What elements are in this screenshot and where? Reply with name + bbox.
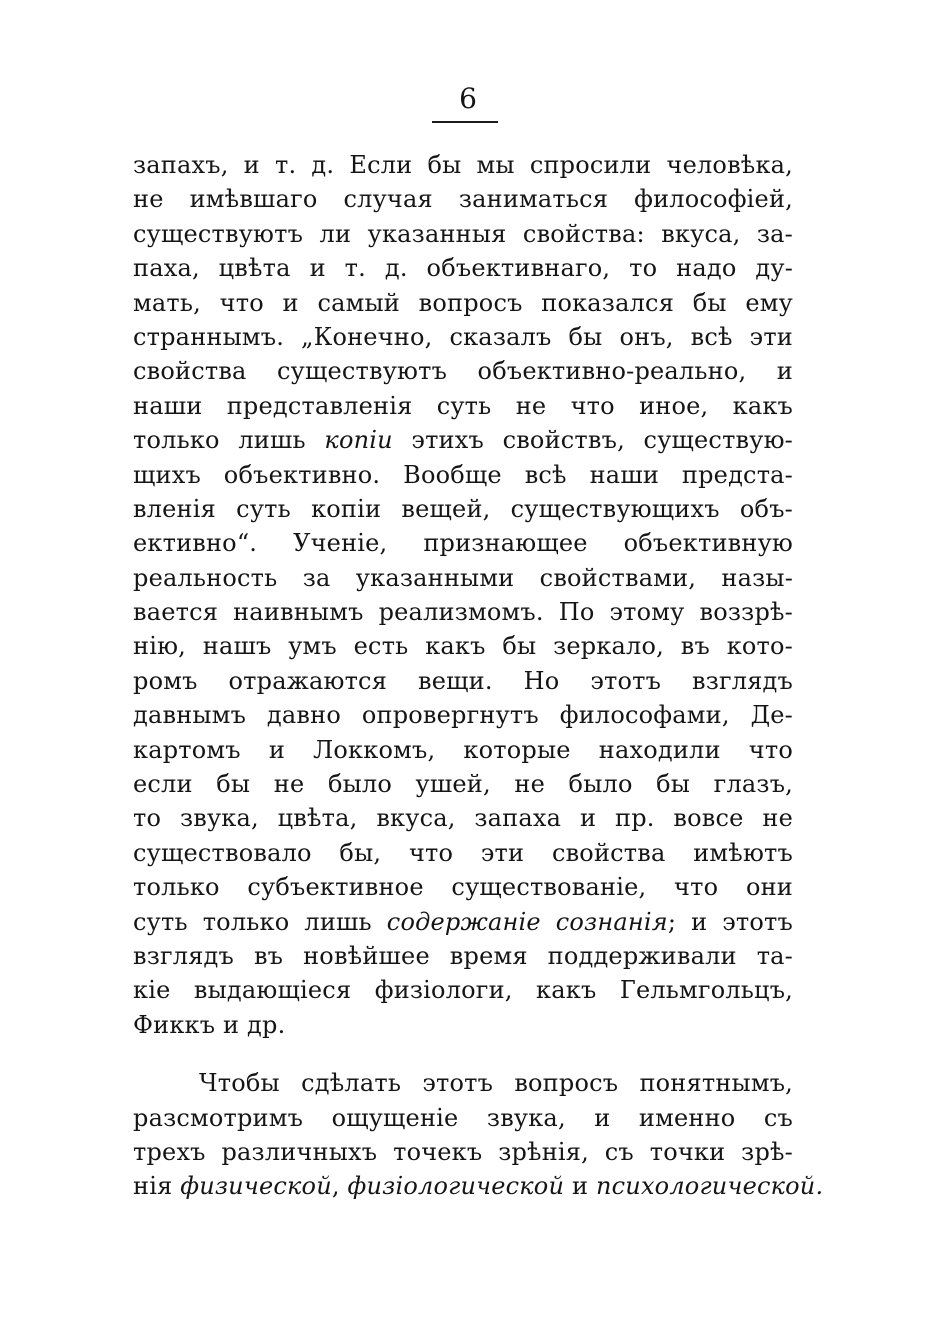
- paragraph-1: [133, 148, 793, 1042]
- text-line: если бы не было ушей, не было бы глазъ,: [133, 770, 793, 799]
- text-line: взглядъ въ новѣйшее время поддерживали та-: [133, 941, 793, 970]
- text-line: существовало бы, что эти свойства имѣютъ: [133, 838, 793, 867]
- text-line: вается наивнымъ реализмомъ. По этому воззрѣ-: [133, 598, 793, 627]
- italic-term: психологической.: [595, 1172, 824, 1201]
- text-run: нія: [133, 1172, 181, 1201]
- italic-term: физической: [180, 1172, 332, 1201]
- text-line: картомъ и Локкомъ, которые находили что: [133, 735, 793, 764]
- text-line: реальность за указанными свойствами, назы-: [133, 563, 793, 592]
- text-line: то звука, цвѣта, вкуса, запаха и пр. вовсе не: [133, 804, 793, 833]
- text-line: запахъ, и т. д. Если бы мы спросили человѣка,: [133, 151, 793, 179]
- paragraph-gap: [133, 1042, 793, 1066]
- text-run: ,: [331, 1172, 348, 1201]
- text-line: трехъ различныхъ точекъ зрѣнія, съ точки зрѣ-: [133, 1137, 793, 1166]
- text-line: нію, нашъ умъ есть какъ бы зеркало, въ кото-: [133, 632, 793, 661]
- text-line: [133, 1169, 824, 1203]
- italic-term: физіологической: [347, 1172, 565, 1201]
- text-line: не имѣвшаго случая заниматься философіей,: [133, 185, 793, 214]
- text-line: наши представленія суть не что иное, какъ: [133, 391, 793, 420]
- text-run: и: [564, 1172, 596, 1201]
- text-line: [133, 423, 793, 457]
- text-line: Чтобы сдѣлать этотъ вопросъ понятнымъ,: [199, 1069, 793, 1098]
- text-line: паха, цвѣта и т. д. объективнаго, то надо ду-: [133, 254, 793, 283]
- italic-term: содержаніе сознанія: [386, 907, 668, 936]
- text-line: ективно“. Ученіе, признающее объективную: [133, 529, 793, 558]
- italic-term: копіи: [324, 426, 393, 455]
- text-line: свойства существуютъ объективно-реально, и: [133, 357, 793, 386]
- text-run: только лишь: [133, 426, 325, 455]
- text-line: Фиккъ и др.: [133, 1010, 286, 1039]
- body-text: [133, 148, 824, 1204]
- text-line: ромъ отражаются вещи. Но этотъ взглядъ: [133, 666, 793, 695]
- text-line: кіе выдающіеся физіологи, какъ Гельмгольцъ,: [133, 976, 793, 1005]
- page-number: 6: [459, 82, 477, 115]
- text-run: ; и этотъ: [667, 907, 793, 936]
- text-line: страннымъ. „Конечно, сказалъ бы онъ, всѣ эти: [133, 322, 793, 351]
- text-line: только субъективное существованіе, что они: [133, 873, 793, 902]
- page-number-rule: [432, 121, 498, 123]
- paragraph-2: [133, 1066, 824, 1204]
- text-run: этихъ свойствъ, существую-: [392, 426, 793, 455]
- text-line: давнымъ давно опровергнутъ философами, Де-: [133, 701, 793, 730]
- text-line: мать, что и самый вопросъ показался бы ему: [133, 288, 793, 317]
- text-line: существуютъ ли указанныя свойства: вкуса, за-: [133, 219, 793, 248]
- text-line: [133, 905, 793, 939]
- text-line: вленія суть копіи вещей, существующихъ объ-: [133, 494, 793, 523]
- text-line: разсмотримъ ощущеніе звука, и именно съ: [133, 1103, 793, 1132]
- text-run: суть только лишь: [133, 907, 387, 936]
- text-line: щихъ объективно. Вообще всѣ наши предста-: [133, 460, 793, 489]
